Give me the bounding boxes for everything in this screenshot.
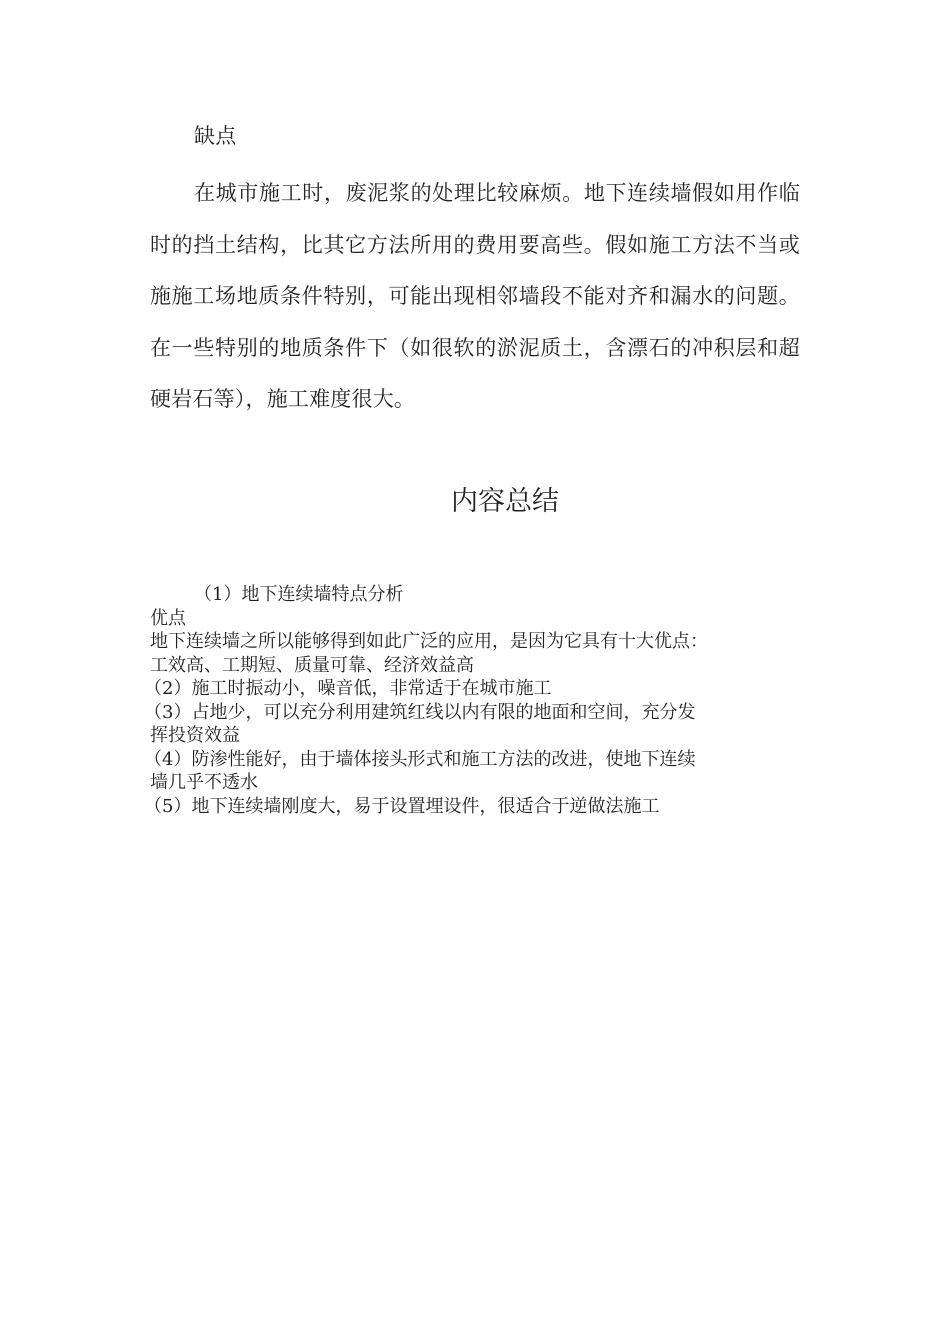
summary-line: （4）防渗性能好，由于墙体接头形式和施工方法的改进，使地下连续	[144, 748, 696, 770]
section-heading: 缺点	[194, 124, 237, 148]
summary-line: （5）地下连续墙刚度大，易于设置埋设件，很适合于逆做法施工	[144, 795, 660, 817]
summary-block	[144, 583, 800, 818]
summary-line: 地下连续墙之所以能够得到如此广泛的应用，是因为它具有十大优点：	[150, 631, 708, 652]
summary-line: 挥投资效益	[150, 725, 240, 746]
summary-line: （2）施工时振动小，噪音低，非常适于在城市施工	[144, 678, 552, 699]
summary-title: 内容总结	[451, 486, 559, 517]
summary-line: （3）占地少，可以充分利用建筑红线以内有限的地面和空间，充分发	[144, 701, 696, 723]
summary-line: 墙几乎不透水	[150, 772, 258, 793]
section-paragraph: 在城市施工时，废泥浆的处理比较麻烦。地下连续墙假如用作临时的挡土结构，比其它方法所用的费用要高些。假如施工方法不当或施施工场地质条件特别，可能出现相邻墙段不能对齐和漏水的问题。在一些特别的地质条件下（如很软的淤泥质土，含漂石的冲积层和超硬岩石等），施工难度很大。	[150, 181, 800, 411]
summary-line: 工效高、工期短、质量可靠、经济效益高	[150, 654, 474, 676]
summary-line: （1）地下连续墙特点分析	[194, 584, 404, 605]
summary-line: 优点	[150, 607, 186, 629]
